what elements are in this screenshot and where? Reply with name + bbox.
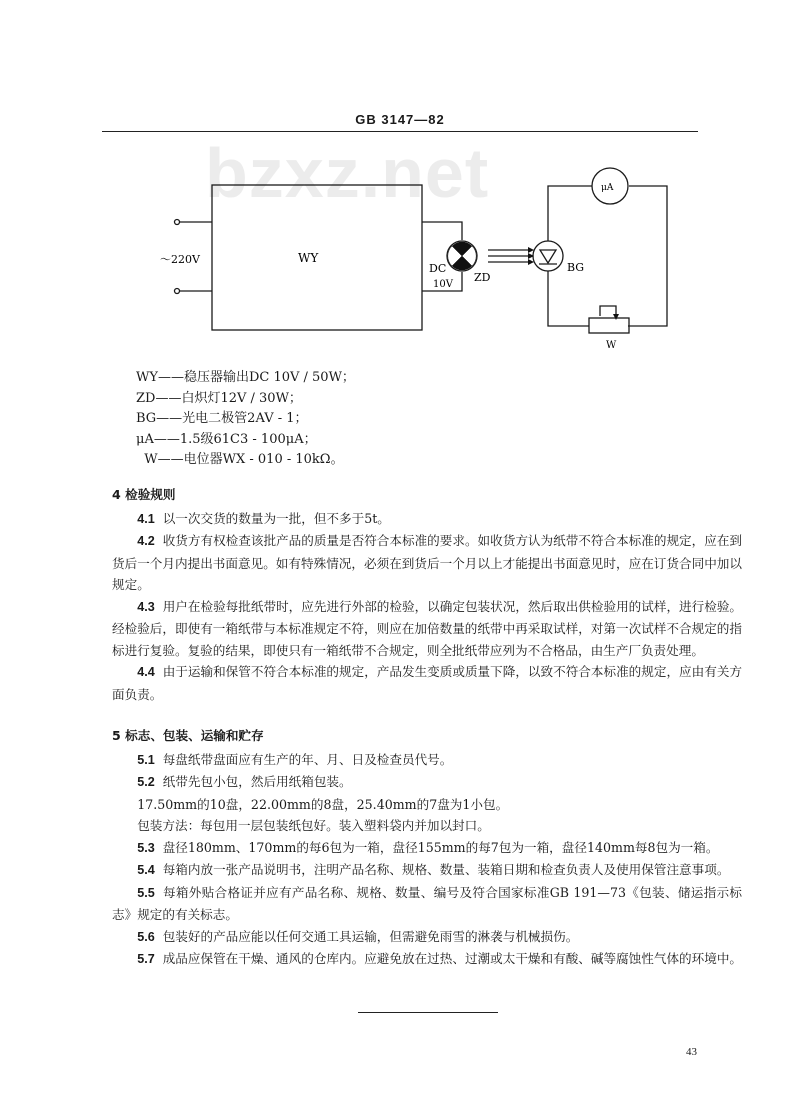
- clause-text: 包装好的产品应能以任何交通工具运输，但需避免雨雪的淋袭与机械损伤。: [162, 928, 579, 944]
- clause-number: 5.3: [137, 840, 155, 855]
- clause-text: 由于运输和保管不符合本标准的规定，产品发生变质或质量下降，以致不符合本标准的规定，应由有关方面负责。: [112, 664, 743, 702]
- dc-volt-label: 10V: [433, 279, 453, 290]
- body-text: [112, 484, 742, 971]
- clause-number: 4.4: [137, 665, 155, 679]
- circuit-diagram: [0, 0, 800, 360]
- clause-text: 每箱外贴合格证并应有产品名称、规格、数量、编号及符合国家标准GB 191—73《包装、储运指示标志》规定的有关标志。: [112, 884, 742, 922]
- watermark: bzxz.net: [205, 134, 490, 212]
- clause-5-1: [112, 749, 742, 772]
- component-legend: [136, 368, 355, 471]
- end-rule: [358, 1012, 498, 1013]
- clause-5-7: [112, 948, 742, 971]
- clause-text: 盘径180mm、170mm的每6包为一箱，盘径155mm的每7包为一箱，盘径140mm每8包为一箱。: [162, 839, 719, 855]
- section-4-title: 4 检验规则: [112, 487, 176, 502]
- clause-number: 5.4: [137, 863, 155, 877]
- clause-number: 5.6: [137, 929, 155, 944]
- ua-label: μA: [601, 183, 614, 193]
- clause-number: 5.2: [137, 775, 155, 789]
- clause-text: 每箱内放一张产品说明书，注明产品名称、规格、数量、装箱日期和检查负责人及使用保管注意事项。: [162, 862, 730, 877]
- clause-text: 纸带先包小包，然后用纸箱包装。: [162, 774, 352, 789]
- input-terminal-top: [175, 220, 180, 225]
- dc-label: DC: [429, 262, 447, 275]
- wy-label: WY: [298, 251, 319, 265]
- clause-number: 4.1: [137, 511, 155, 526]
- clause-5-2: [112, 771, 742, 794]
- clause-text: 收货方有权检查该批产品的质量是否符合本标准的要求。如收货方认为纸带不符合本标准的规定，应在到货后一个月内提出书面意见。如有特殊情况，必须在到货后一个月以上才能提出书面意见时，应在订货合同中加以规定。: [112, 533, 743, 592]
- clause-5-2-detail: 17.50mm的10盘，22.00mm的8盘，25.40mm的7盘为1小包。: [137, 796, 509, 812]
- page-number: 43: [686, 1046, 697, 1058]
- ac-label: ～220V: [160, 253, 200, 266]
- section-5-title: 5 标志、包装、运输和贮存: [112, 728, 264, 743]
- clause-4-4: [112, 661, 742, 705]
- clause-text: 以一次交货的数量为一批，但不多于5t。: [162, 510, 390, 526]
- clause-4-2: [112, 530, 742, 596]
- legend-item: WY——稳压器输出DC 10V / 50W；: [136, 370, 355, 385]
- clause-number: 5.7: [137, 952, 155, 966]
- bg-label: BG: [567, 261, 585, 274]
- potentiometer-w: [589, 318, 629, 333]
- clause-5-2-method: 包装方法：每包用一层包装纸包好。装入塑料袋内并加以封口。: [137, 818, 490, 833]
- clause-4-1: [112, 508, 742, 531]
- clause-text: 每盘纸带盘面应有生产的年、月、日及检查员代号。: [162, 751, 453, 767]
- clause-5-6: [112, 926, 742, 949]
- clause-5-4: [112, 859, 742, 882]
- zd-label: ZD: [474, 271, 491, 284]
- clause-5-3: [112, 837, 742, 860]
- standard-code-header: GB 3147—82: [355, 112, 445, 127]
- clause-4-3: [112, 596, 742, 662]
- clause-number: 5.1: [137, 752, 155, 767]
- clause-number: 4.2: [137, 534, 155, 548]
- legend-item: W——电位器WX - 010 - 10kΩ。: [136, 452, 344, 467]
- clause-text: 用户在检验每批纸带时，应先进行外部的检验，以确定包装状况，然后取出供检验用的试样，进行检验。经检验后，即使有一箱纸带与本标准规定不符，则应在加倍数量的纸带中再采取试样，对第一次试样不合规定的指标进行复验。复验的结果，即使只有一箱纸带不合规定，则全批纸带应列为不合格品，由生产厂负责处理。: [112, 598, 743, 658]
- legend-item: BG——光电二极管2AV - 1；: [136, 411, 308, 426]
- clause-text: 成品应保管在干燥、通风的仓库内。应避免放在过热、过潮或太干燥和有酸、碱等腐蚀性气体的环境中。: [162, 951, 743, 966]
- legend-item: ZD——白炽灯12V / 30W；: [136, 390, 302, 406]
- legend-item: μA——1.5级61C3 - 100μA；: [136, 431, 317, 447]
- input-terminal-bottom: [175, 289, 180, 294]
- w-label: W: [606, 340, 617, 351]
- clause-number: 4.3: [137, 599, 155, 614]
- clause-5-5: [112, 882, 742, 926]
- clause-number: 5.5: [137, 885, 155, 900]
- photodiode-bg: [533, 241, 563, 271]
